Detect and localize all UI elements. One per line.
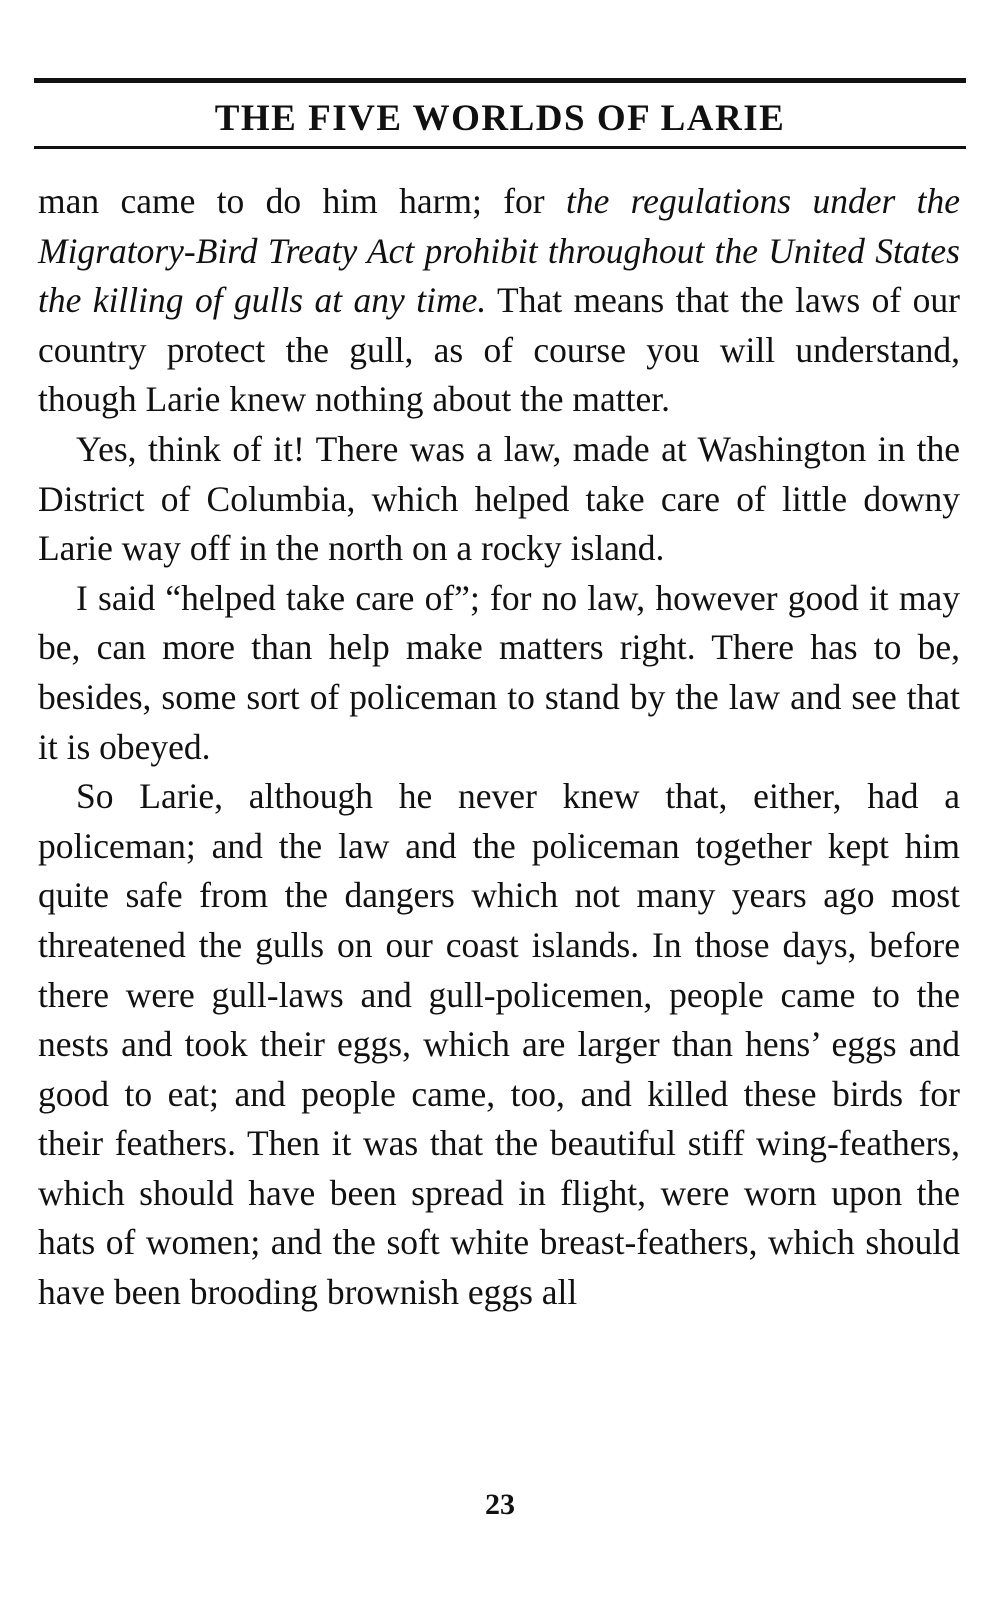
- paragraph: [38, 772, 960, 1318]
- text-segment: So Larie, although he never knew that, either, had a policeman; and the law and the policeman together kept him quite safe from the dangers which not many years ago most threatened the gulls on our coast islands. In those days, before there were gull-laws and gull-policemen, people came to the nests and took their eggs, which are larger than hens’ eggs and good to eat; and people came, too, and killed these birds for their feathers. Then it was that the beautiful stiff wing-feathers, which should have been spread in flight, were worn upon the hats of women; and the soft white breast-feathers, which should have been brooding brownish eggs all: [38, 776, 960, 1313]
- header-rule-top: [34, 78, 966, 83]
- text-segment: Yes, think of it! There was a law, made at Washington in the District of Columbia, which helped take care of little downy Larie way off in the north on a rocky island.: [38, 428, 960, 569]
- paragraph: [38, 177, 960, 425]
- paragraph: [38, 574, 960, 772]
- text-segment: I said “helped take care of”; for no law, however good it may be, can more than help make matters right. There has to be, besides, some sort of policeman to stand by the law and see that it is obeyed.: [38, 577, 960, 767]
- running-head-title: THE FIVE WORLDS OF LARIE: [214, 98, 786, 139]
- header-rule-bottom: [34, 146, 966, 149]
- text-segment: man came to do him harm; for: [38, 181, 566, 221]
- body-text: [38, 177, 960, 1318]
- italic-text-segment: the regulations under the Migratory-Bird Treaty Act prohibit throughout the United States the killing of gulls at any time.: [38, 181, 960, 321]
- paragraph: [38, 425, 960, 574]
- text-segment: That means that the laws of our country protect the gull, as of course you will understand, though Larie knew nothing about the matter.: [38, 280, 960, 420]
- page-number: 23: [485, 1488, 515, 1521]
